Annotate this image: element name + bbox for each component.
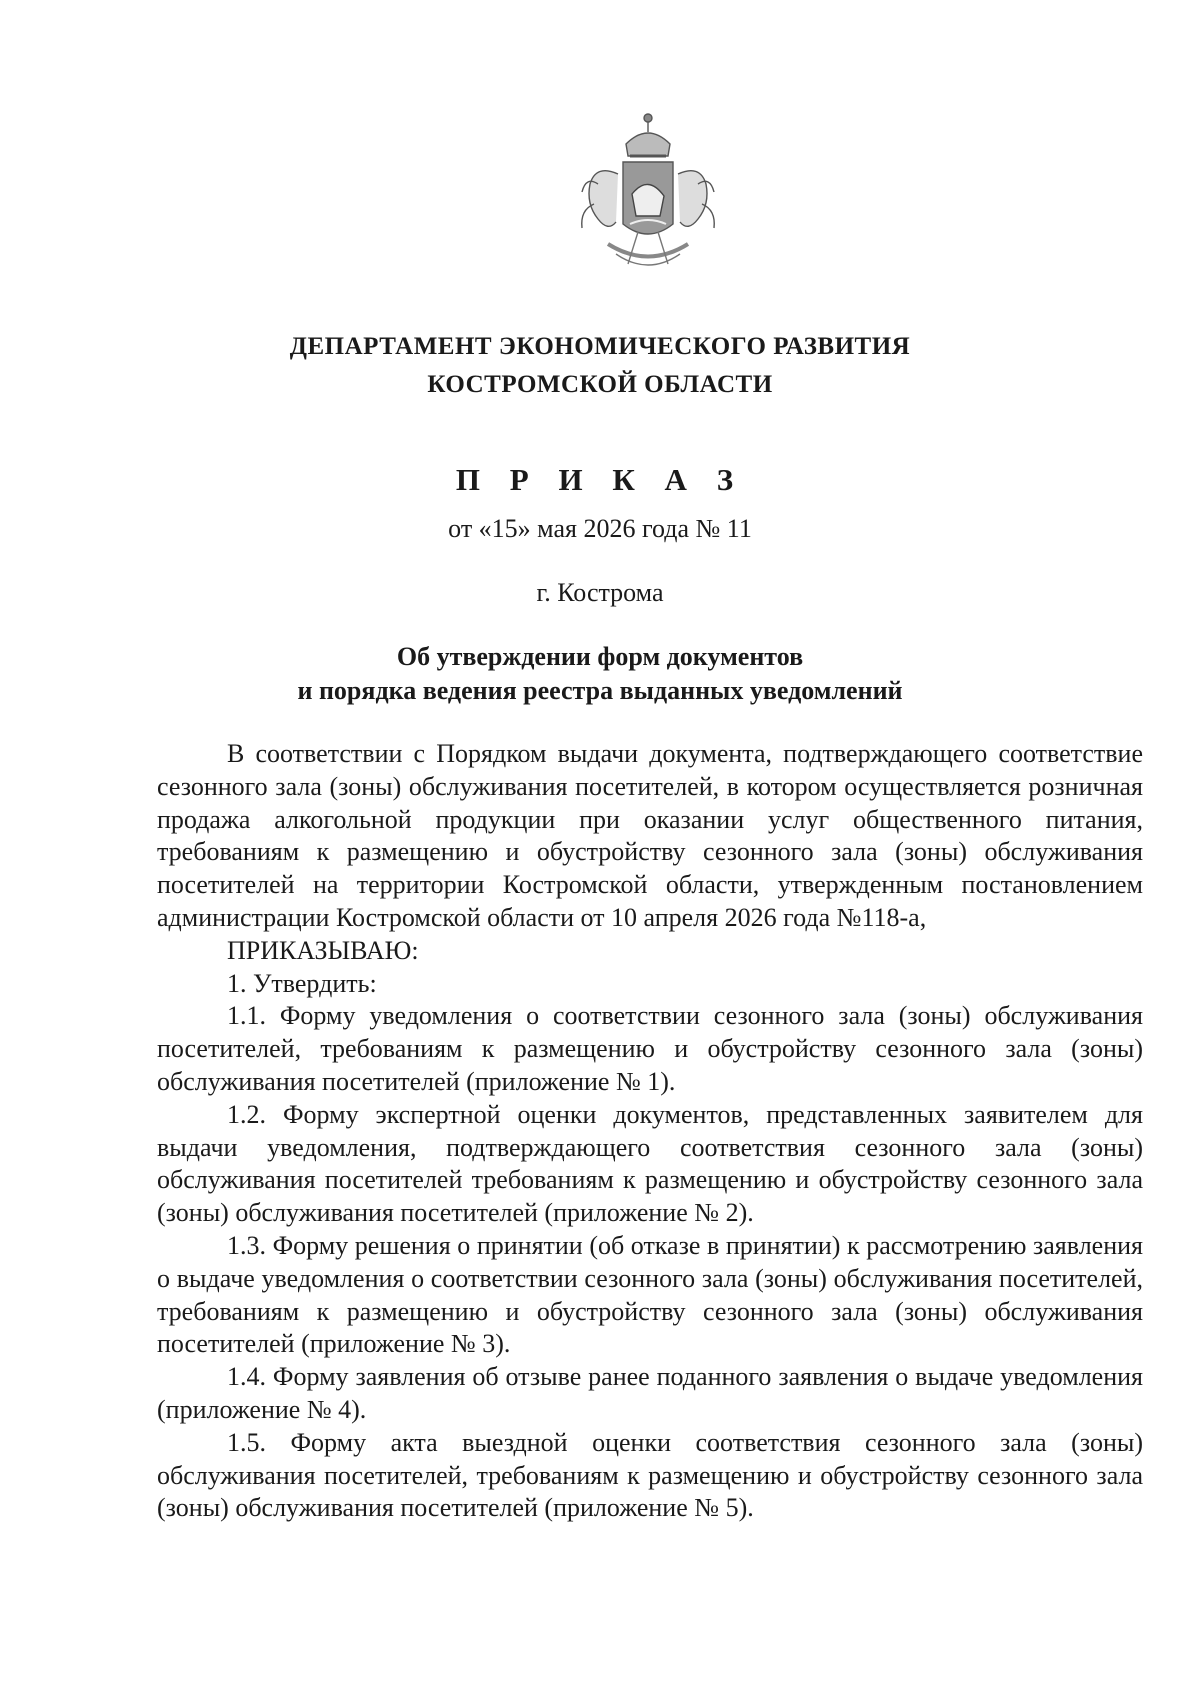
order-title: П Р И К А З <box>455 462 745 497</box>
department-name-line-2: КОСТРОМСКОЙ ОБЛАСТИ <box>427 371 773 398</box>
item-1-5: 1.5. Форму акта выездной оценки соответствия сезонного зала (зоны) обслуживания посетителей, требованиям к размещению и обустройству сезонного зала (зоны) обслуживания посетителей (приложение № 5). <box>157 1427 1143 1523</box>
coat-of-arms-icon <box>568 104 728 279</box>
item-1-1: 1.1. Форму уведомления о соответствии сезонного зала (зоны) обслуживания посетителей, требованиям к размещению и обустройству сезонного зала (зоны) обслуживания посетителей (приложение № 1). <box>157 1001 1143 1096</box>
order-city: г. Кострома <box>536 578 664 607</box>
preamble-paragraph: В соответствии с Порядком выдачи документа, подтверждающего соответствие сезонного зала (зоны) обслуживания посетителей, в котором осуществляется розничная продажа алкогольной продукции при оказании услуг общественного питания, требованиям к размещению и обустройству сезонного зала (зоны) обслуживания посетителей на территории Костромской области, утвержденным постановлением администрации Костромской области от 10 апреля 2026 года №118-а, <box>157 739 1143 932</box>
order-word: ПРИКАЗЫВАЮ: <box>227 935 419 965</box>
department-name-line-1: ДЕПАРТАМЕНТ ЭКОНОМИЧЕСКОГО РАЗВИТИЯ <box>289 333 911 360</box>
order-subject-line-1: Об утверждении форм документов <box>396 642 804 671</box>
item-1-3: 1.3. Форму решения о принятии (об отказе в принятии) к рассмотрению заявления о выдаче уведомления о соответствии сезонного зала (зоны) обслуживания посетителей, требованиям к размещению и обустройству сезонного зала (зоны) обслуживания посетителей (приложение № 3). <box>157 1230 1143 1359</box>
item-1-4: 1.4. Форму заявления об отзыве ранее поданного заявления о выдаче уведомления (приложение № 4). <box>157 1362 1143 1424</box>
item-1-2: 1.2. Форму экспертной оценки документов, представленных заявителем для выдачи уведомления, подтверждающего соответствия сезонного зала (зоны) обслуживания посетителей требованиям к размещению и обустройству сезонного зала (зоны) обслуживания посетителей (приложение № 2). <box>157 1099 1143 1228</box>
order-date-number: от «15» мая 2026 года № 11 <box>448 514 752 543</box>
order-body <box>157 738 1143 1525</box>
item-1: 1. Утвердить: <box>227 968 377 998</box>
order-subject-line-2: и порядка ведения реестра выданных уведомлений <box>297 676 903 705</box>
